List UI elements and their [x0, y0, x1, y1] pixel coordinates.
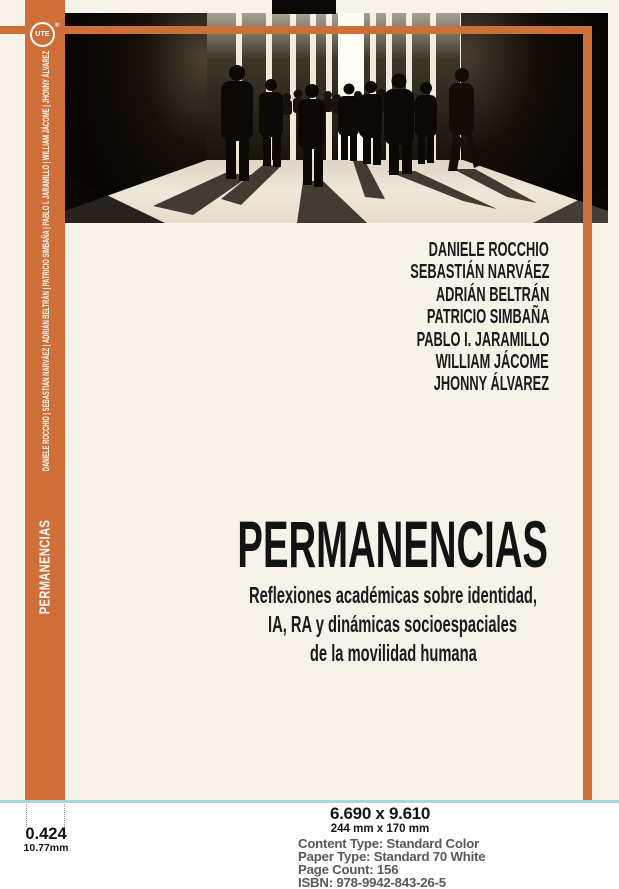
author-name: ADRIÁN BELTRÁN [435, 283, 549, 306]
subtitle-line: IA, RA y dinámicas socioespaciales [268, 611, 518, 637]
spine-width-annotation [0, 826, 96, 854]
subtitle-line: Reflexiones académicas sobre identidad, [249, 582, 537, 608]
print-spec-block [298, 838, 485, 889]
book-title: PERMANENCIAS [237, 507, 549, 581]
trim-size-inches: 6.690 x 9.610 [329, 804, 431, 823]
right-orange-rule [583, 26, 592, 802]
trim-size-annotation [280, 805, 480, 835]
spec-content-type: Content Type: Standard Color [298, 836, 479, 851]
spine-authors-text: DANIELE ROCCHIO | SEBASTIÁN NARVÁEZ | ADRIÁN BELTRÁN | PATRICIO SIMBAÑA | PABLO I. JARAMILLO | WILLIAM JÁCOME | JHONNY ÁLVAREZ [41, 50, 51, 472]
top-orange-rule [0, 26, 592, 34]
spine-width-inches: 0.424 [25, 825, 67, 843]
author-name: WILLIAM JÁCOME [435, 350, 549, 373]
author-name: JHONNY ÁLVAREZ [433, 373, 549, 396]
spec-isbn: ISBN: 978-9942-843-26-5 [298, 874, 446, 889]
title-block [120, 509, 619, 668]
spec-paper-type: Paper Type: Standard 70 White [298, 848, 486, 864]
ute-logo-text: UTE [35, 31, 50, 38]
corridor-crowd-illustration [65, 13, 608, 223]
spine-guide-right [64, 804, 65, 827]
author-name: DANIELE ROCCHIO [428, 239, 549, 261]
trim-size-mm: 244 mm x 170 mm [330, 823, 430, 835]
trim-guide-line [0, 800, 619, 803]
author-name: SEBASTIÁN NARVÁEZ [409, 261, 549, 284]
author-list [332, 239, 549, 396]
author-name: PATRICIO SIMBAÑA [426, 306, 549, 329]
spec-page-count: Page Count: 156 [298, 861, 399, 877]
author-name: PABLO I. JARAMILLO [416, 328, 549, 351]
spine-title-text: PERMANENCIAS [36, 519, 54, 615]
spine-guide-left [26, 804, 27, 827]
spine-width-mm: 10.77mm [23, 842, 69, 854]
registered-mark: ® [55, 23, 60, 29]
photo-bleed-tab [272, 0, 336, 14]
subtitle-line: de la movilidad humana [309, 640, 477, 666]
cover-photo [65, 13, 608, 223]
book-subtitle [120, 581, 619, 668]
